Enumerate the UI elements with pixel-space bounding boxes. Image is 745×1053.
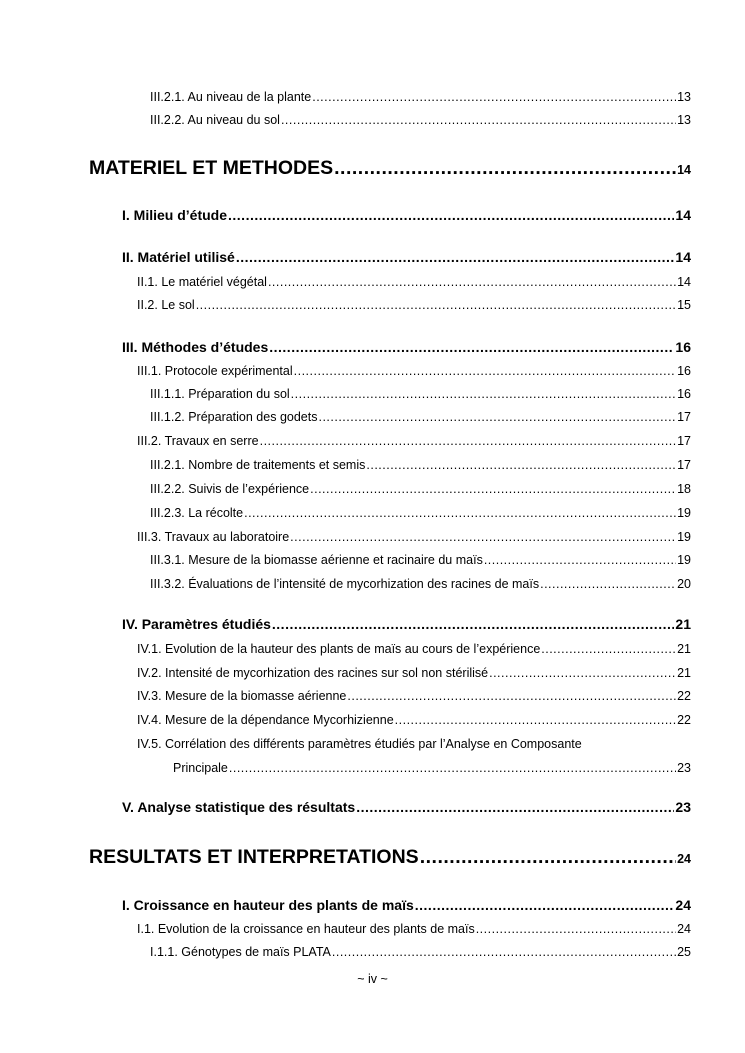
toc-entry (150, 410, 691, 424)
toc-dot-leader (228, 207, 674, 223)
toc-entry-page: 19 (677, 506, 691, 520)
toc-entry-title: III. Méthodes d’études (122, 339, 269, 355)
toc-entry-title: III.1.2. Préparation des godets (150, 410, 318, 424)
toc-entry-title: III.2. Travaux en serre (137, 434, 259, 448)
toc-entry (137, 666, 691, 680)
toc-entry-page: 17 (677, 458, 691, 472)
toc-entry-title: III.3. Travaux au laboratoire (137, 530, 290, 544)
toc-entry-page: 22 (677, 689, 691, 703)
toc-entry-title: MATERIEL ET METHODES (89, 157, 334, 179)
toc-dot-leader (269, 339, 674, 355)
toc-entry (150, 90, 691, 104)
toc-entry (173, 761, 691, 775)
toc-entry-page: 13 (677, 113, 691, 127)
toc-entry-title: IV.2. Intensité de mycorhization des racines sur sol non stérilisé (137, 666, 489, 680)
toc-entry-title: IV. Paramètres étudiés (122, 616, 271, 632)
toc-entry-title: I. Croissance en hauteur des plants de maïs (122, 897, 414, 913)
toc-entry-page: 21 (675, 616, 691, 632)
toc-entry (150, 577, 691, 591)
toc-dot-leader (229, 761, 676, 775)
toc-entry-title: RESULTATS ET INTERPRETATIONS (89, 846, 419, 868)
toc-entry-title: III.2.1. Au niveau de la plante (150, 90, 312, 104)
toc-entry-page: 15 (677, 298, 691, 312)
toc-entry-title-line1: IV.5. Corrélation des différents paramètres étudiés par l’Analyse en Composante (137, 737, 582, 751)
toc-entry-page: 18 (677, 482, 691, 496)
toc-entry-title: III.1.1. Préparation du sol (150, 387, 290, 401)
toc-dot-leader (281, 113, 676, 127)
toc-dot-leader (291, 387, 676, 401)
toc-entry (137, 298, 691, 312)
toc-dot-leader (268, 275, 676, 289)
toc-entry-title: IV.3. Mesure de la biomasse aérienne (137, 689, 347, 703)
toc-entry-title: V. Analyse statistique des résultats (122, 799, 356, 815)
toc-dot-leader (489, 666, 676, 680)
toc-entry-page: 20 (677, 577, 691, 591)
toc-entry-title: III.2.1. Nombre de traitements et semis (150, 458, 366, 472)
toc-entry-page: 16 (677, 364, 691, 378)
toc-entry (137, 642, 691, 656)
toc-section (122, 897, 691, 913)
toc-entry-page: 19 (677, 530, 691, 544)
toc-entry-page: 24 (677, 922, 691, 936)
toc-entry-page: 16 (677, 387, 691, 401)
toc-entry (137, 275, 691, 289)
toc-dot-leader (541, 642, 676, 656)
toc-entry (150, 506, 691, 520)
toc-dot-leader (347, 689, 676, 703)
toc-entry (137, 689, 691, 703)
toc-entry (137, 713, 691, 727)
toc-entry-page: 24 (675, 897, 691, 913)
toc-entry (137, 530, 691, 544)
toc-entry-title: III.2.2. Suivis de l’expérience (150, 482, 310, 496)
toc-dot-leader (484, 553, 676, 567)
toc-entry-page: 16 (675, 339, 691, 355)
toc-dot-leader (244, 506, 676, 520)
toc-entry-title: II.2. Le sol (137, 298, 195, 312)
toc-entry-title: III.3.2. Évaluations de l’intensité de mycorhization des racines de maïs (150, 577, 540, 591)
toc-section (122, 249, 691, 265)
toc-entry-page: 14 (677, 163, 691, 177)
toc-entry-page: 19 (677, 553, 691, 567)
toc-entry-page: 25 (677, 945, 691, 959)
page-number-footer: ~ iv ~ (357, 972, 388, 986)
toc-entry (150, 113, 691, 127)
toc-entry-title: III.1. Protocole expérimental (137, 364, 293, 378)
toc-entry (137, 434, 691, 448)
toc-entry-title: I.1. Evolution de la croissance en hauteur des plants de maïs (137, 922, 475, 936)
toc-dot-leader (420, 846, 676, 869)
toc-entry-title-line2: Principale (173, 761, 228, 775)
toc-dot-leader (196, 298, 676, 312)
toc-entry-page: 14 (675, 249, 691, 265)
toc-entry (150, 945, 691, 959)
toc-entry-title: III.2.3. La récolte (150, 506, 244, 520)
toc-dot-leader (334, 157, 676, 180)
toc-section (122, 207, 691, 223)
toc-section (122, 339, 691, 355)
toc-dot-leader (236, 249, 675, 265)
toc-entry-page: 24 (677, 852, 691, 866)
toc-entry-title: II. Matériel utilisé (122, 249, 235, 265)
toc-section (122, 616, 691, 632)
toc-entry-page: 17 (677, 434, 691, 448)
toc-entry-title: I. Milieu d’étude (122, 207, 228, 223)
toc-chapter-heading (89, 157, 691, 180)
toc-section (122, 799, 691, 815)
toc-dot-leader (260, 434, 677, 448)
toc-dot-leader (366, 458, 676, 472)
toc-entry-page: 13 (677, 90, 691, 104)
toc-entry-title: IV.4. Mesure de la dépendance Mycorhizienne (137, 713, 394, 727)
toc-entry (150, 482, 691, 496)
toc-dot-leader (395, 713, 676, 727)
toc-dot-leader (290, 530, 676, 544)
toc-entry-page: 21 (677, 642, 691, 656)
toc-entry-title: II.1. Le matériel végétal (137, 275, 267, 289)
toc-dot-leader (318, 410, 676, 424)
toc-entry-title: I.1.1. Génotypes de maïs PLATA (150, 945, 331, 959)
toc-dot-leader (272, 616, 675, 632)
toc-dot-leader (294, 364, 676, 378)
toc-dot-leader (310, 482, 676, 496)
toc-entry-page: 21 (677, 666, 691, 680)
toc-chapter-heading (89, 846, 691, 869)
toc-dot-leader (476, 922, 676, 936)
toc-dot-leader (356, 799, 674, 815)
toc-dot-leader (332, 945, 676, 959)
toc-dot-leader (540, 577, 676, 591)
toc-entry (150, 458, 691, 472)
toc-entry-title: III.2.2. Au niveau du sol (150, 113, 280, 127)
toc-entry-page: 23 (675, 799, 691, 815)
toc-entry (150, 387, 691, 401)
toc-entry-page: 17 (677, 410, 691, 424)
toc-entry-title: IV.1. Evolution de la hauteur des plants de maïs au cours de l’expérience (137, 642, 541, 656)
toc-entry (137, 364, 691, 378)
toc-dot-leader (415, 897, 675, 913)
toc-entry (150, 553, 691, 567)
toc-dot-leader (312, 90, 676, 104)
toc-entry-page: 23 (677, 761, 691, 775)
toc-entry (137, 922, 691, 936)
toc-entry-page: 14 (677, 275, 691, 289)
toc-entry-title: III.3.1. Mesure de la biomasse aérienne et racinaire du maïs (150, 553, 483, 567)
toc-entry-page: 22 (677, 713, 691, 727)
toc-entry-page: 14 (675, 207, 691, 223)
